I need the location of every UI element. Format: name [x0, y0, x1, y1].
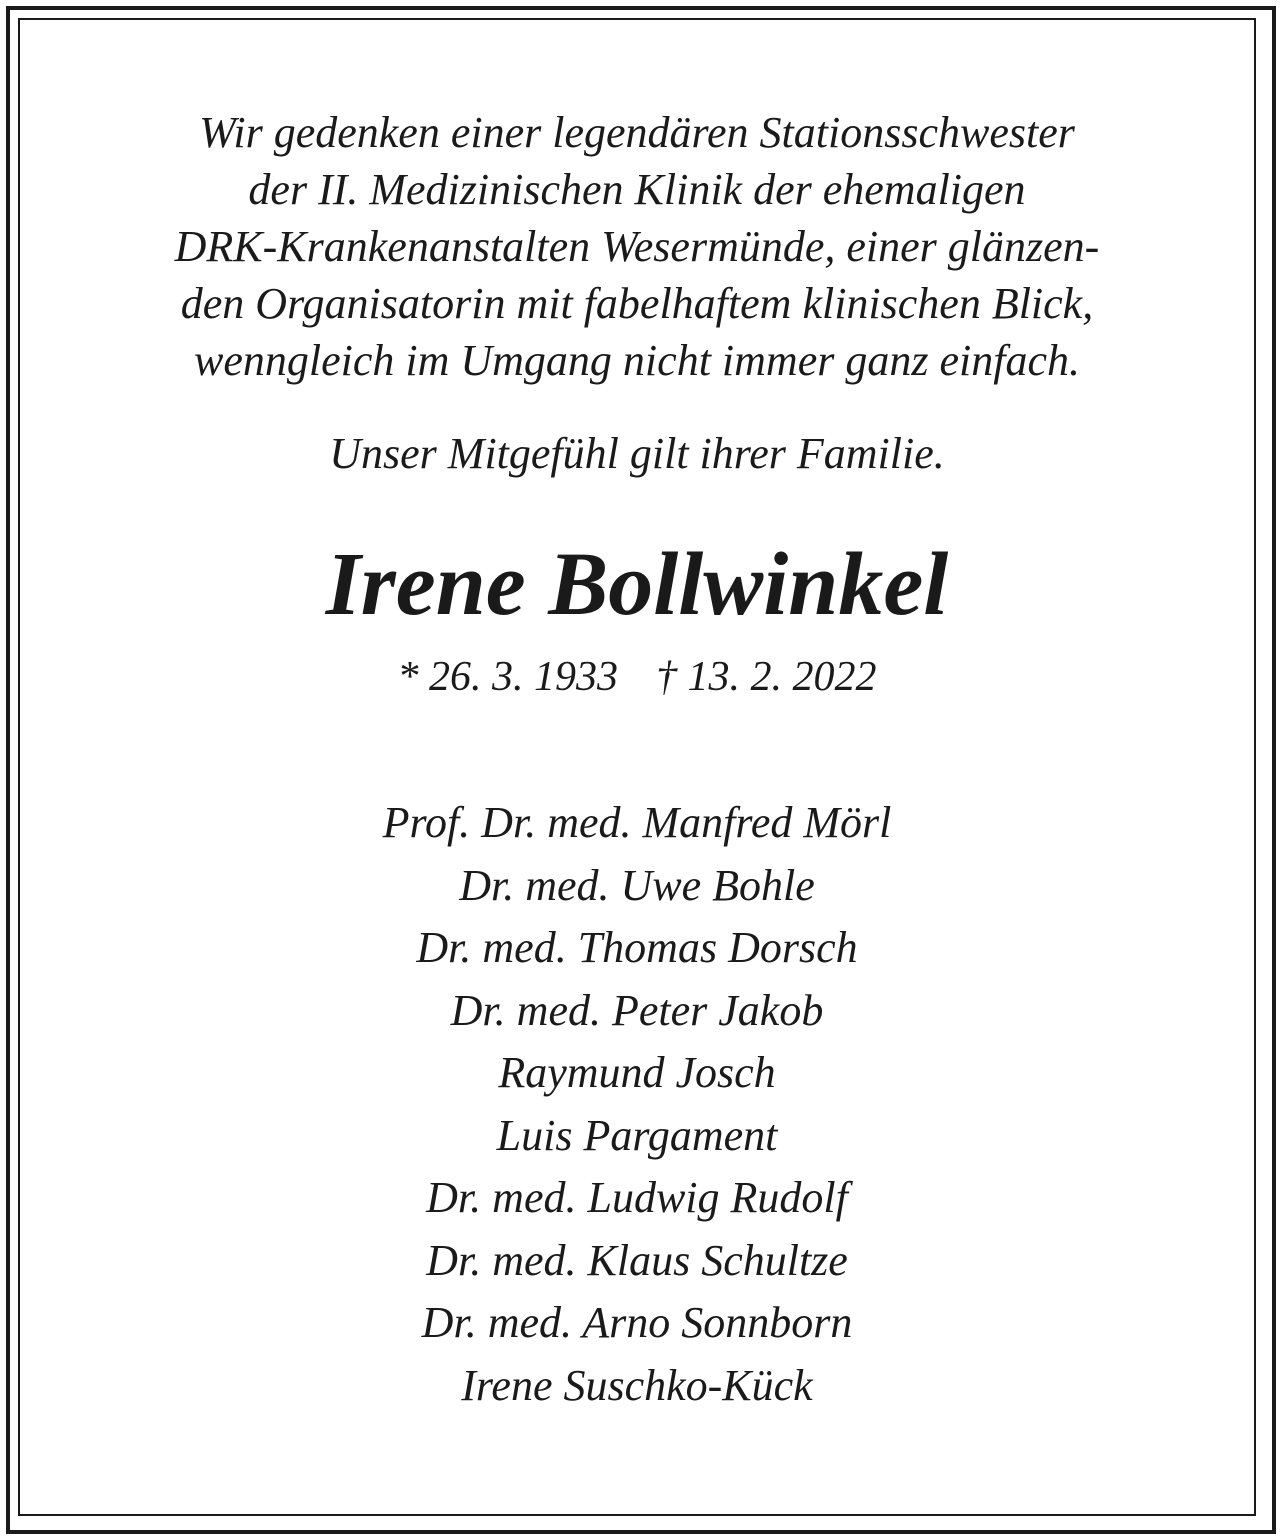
obituary-notice [20, 20, 1254, 1514]
intro-line: DRK-Krankenanstalten Wesermünde, einer glänzen- [174, 222, 1100, 271]
signer-name: Prof. Dr. med. Manfred Mörl [382, 798, 892, 847]
intro-line: der II. Medizinischen Klinik der ehemaligen [248, 165, 1026, 214]
signer-name: Raymund Josch [498, 1048, 776, 1097]
intro-text [20, 104, 1254, 389]
signers-list [20, 792, 1254, 1417]
signer-name: Irene Suschko-Kück [461, 1360, 813, 1410]
birth-date: * 26. 3. 1933 [397, 654, 618, 700]
sympathy-text: Unser Mitgefühl gilt ihrer Familie. [329, 429, 945, 478]
life-dates [20, 652, 1254, 702]
intro-line: den Organisatorin mit fabelhaftem klinischen Blick, [180, 279, 1094, 328]
signer-name: Dr. med. Klaus Schultze [426, 1235, 848, 1285]
intro-line: Wir gedenken einer legendären Stationsschwester [199, 108, 1075, 157]
signer-name: Dr. med. Thomas Dorsch [416, 923, 858, 972]
signer-name: Dr. med. Ludwig Rudolf [426, 1173, 848, 1222]
death-date: † 13. 2. 2022 [656, 654, 877, 700]
deceased-name: Irene Bollwinkel [325, 535, 949, 634]
signer-name: Dr. med. Arno Sonnborn [421, 1298, 853, 1347]
signer-name: Luis Pargament [496, 1110, 778, 1160]
signer-name: Dr. med. Peter Jakob [450, 985, 824, 1035]
intro-line: wenngleich im Umgang nicht immer ganz einfach. [194, 336, 1080, 385]
signer-name: Dr. med. Uwe Bohle [459, 860, 815, 910]
